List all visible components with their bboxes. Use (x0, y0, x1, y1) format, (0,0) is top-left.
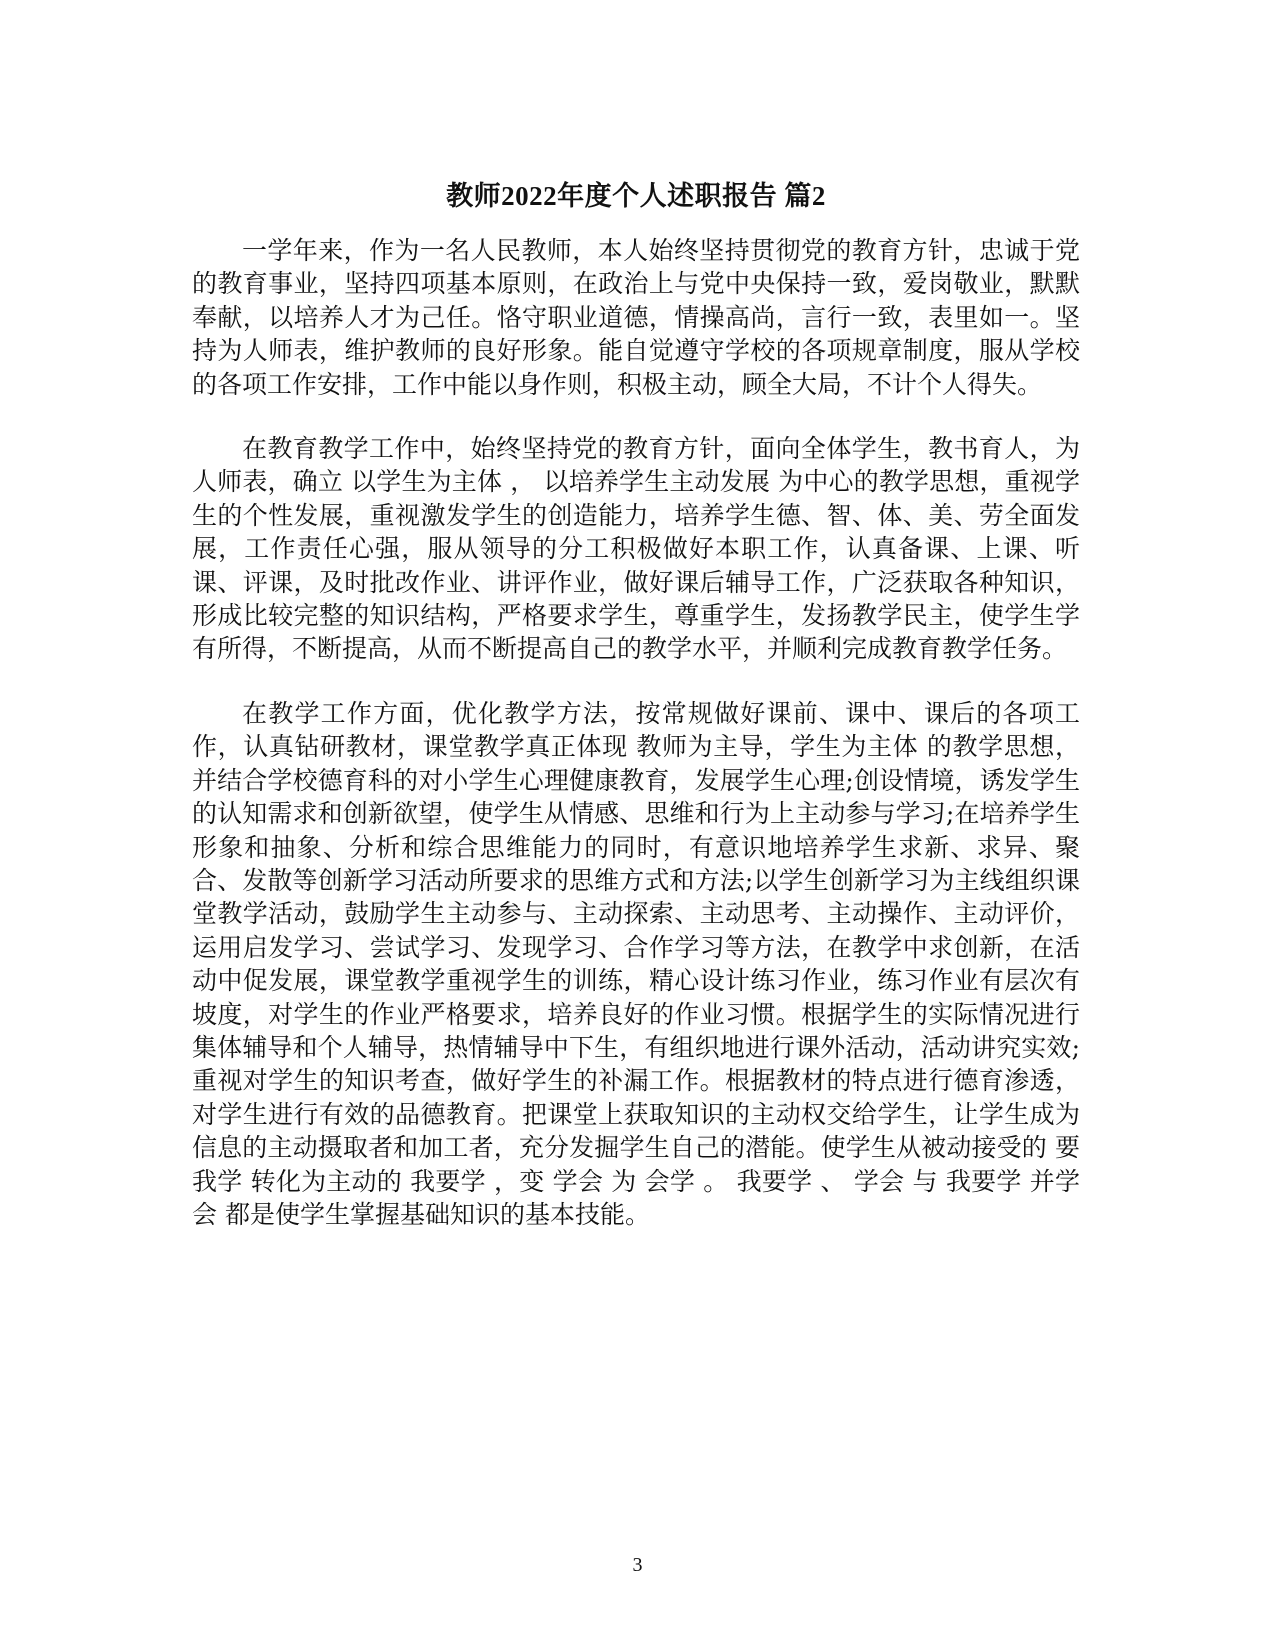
paragraph-3: 在教学工作方面，优化教学方法，按常规做好课前、课中、课后的各项工作，认真钻研教材，课堂教学真正体现 教师为主导，学生为主体 的教学思想，并结合学校德育科的对小学生心理健康教育，发展学生心理;创设情境，诱发学生的认知需求和创新欲望，使学生从情感、思维和行为上主动参与学习;在培养学生形象和抽象、分析和综合思维能力的同时，有意识地培养学生求新、求异、聚合、发散等创新学习活动所要求的思维方式和方法;以学生创新学习为主线组织课堂教学活动，鼓励学生主动参与、主动探索、主动思考、主动操作、主动评价，运用启发学习、尝试学习、发现学习、合作学习等方法，在教学中求创新，在活动中促发展，课堂教学重视学生的训练，精心设计练习作业，练习作业有层次有坡度，对学生的作业严格要求，培养良好的作业习惯。根据学生的实际情况进行集体辅导和个人辅导，热情辅导中下生，有组织地进行课外活动，活动讲究实效;重视对学生的知识考查，做好学生的补漏工作。根据教材的特点进行德育渗透，对学生进行有效的品德教育。把课堂上获取知识的主动权交给学生，让学生成为信息的主动摄取者和加工者，充分发掘学生自己的潜能。使学生从被动接受的 要我学 转化为主动的 我要学 ，变 学会 为 会学 。 我要学 、 学会 与 我要学 并学会 都是使学生掌握基础知识的基本技能。 (192, 698, 1080, 1229)
document-body (192, 176, 1080, 1262)
paragraph-2: 在教育教学工作中，始终坚持党的教育方针，面向全体学生，教书育人，为人师表，确立 以学生为主体 ， 以培养学生主动发展 为中心的教学思想，重视学生的个性发展，重视激发学生的创造能力，培养学生德、智、体、美、劳全面发展，工作责任心强，服从领导的分工积极做好本职工作，认真备课、上课、听课、评课，及时批改作业、讲评作业，做好课后辅导工作，广泛获取各种知识，形成比较完整的知识结构，严格要求学生，尊重学生，发扬教学民主，使学生学有所得，不断提高，从而不断提高自己的教学水平，并顺利完成教育教学任务。 (192, 434, 1080, 664)
document-title: 教师2022年度个人述职报告 篇2 (446, 181, 826, 211)
page-number: 3 (632, 1554, 643, 1576)
paragraph-1: 一学年来，作为一名人民教师，本人始终坚持贯彻党的教育方针，忠诚于党的教育事业，坚持四项基本原则，在政治上与党中央保持一致，爱岗敬业，默默奉献，以培养人才为己任。恪守职业道德，情操高尚，言行一致，表里如一。坚持为人师表，维护教师的良好形象。能自觉遵守学校的各项规章制度，服从学校的各项工作安排，工作中能以身作则，积极主动，顾全大局，不计个人得失。 (192, 236, 1080, 399)
